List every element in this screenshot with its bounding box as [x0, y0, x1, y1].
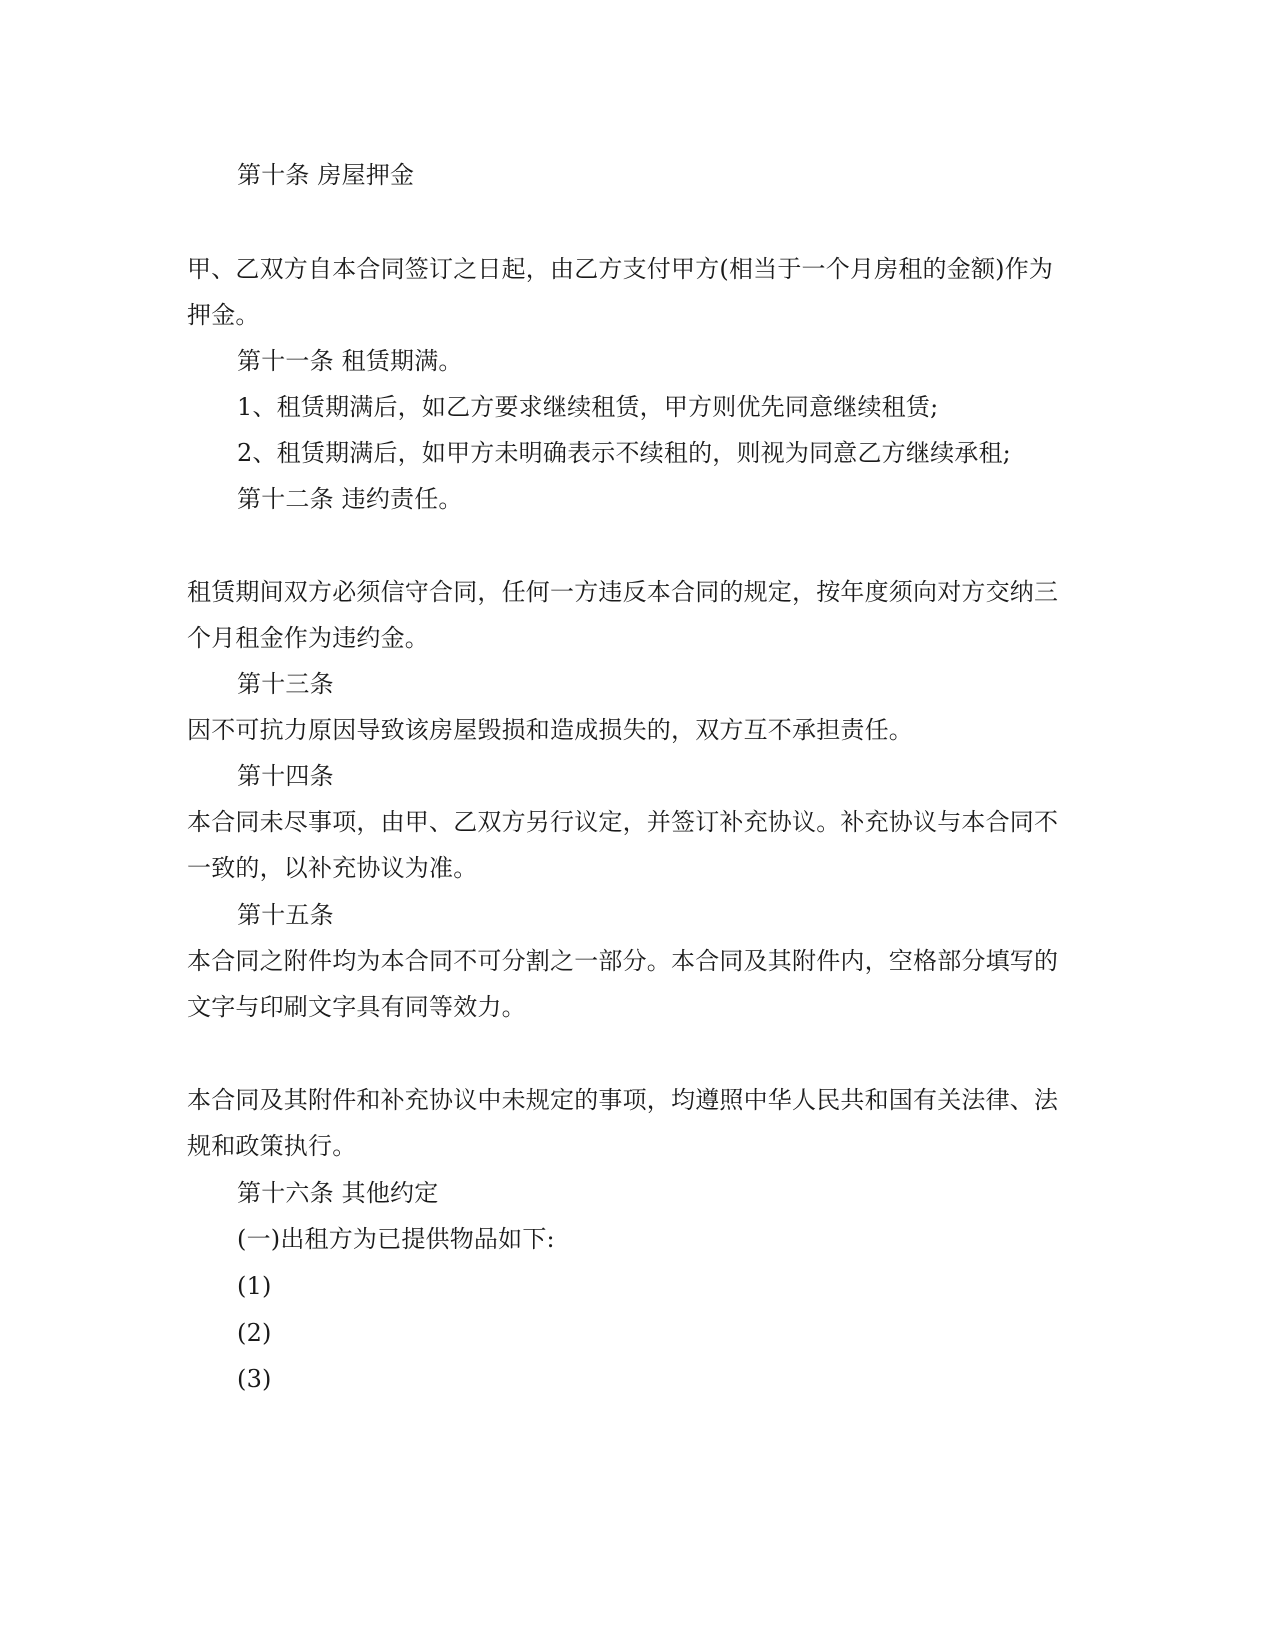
article-11-item-1: 1、租赁期满后，如乙方要求继续租赁，甲方则优先同意继续租赁; — [237, 393, 939, 421]
article-11-item-2: 2、租赁期满后，如甲方未明确表示不续租的，则视为同意乙方继续承租; — [237, 439, 1011, 467]
article-12-body-line-2: 个月租金作为违约金。 — [187, 624, 429, 652]
article-16-item-2: (2) — [237, 1319, 272, 1347]
governing-law-line-1: 本合同及其附件和补充协议中未规定的事项，均遵照中华人民共和国有关法律、法 — [187, 1086, 1059, 1114]
article-12-heading: 第十二条 违约责任。 — [237, 485, 463, 513]
article-11-heading: 第十一条 租赁期满。 — [237, 347, 463, 375]
article-16-subsection-1: (一)出租方为已提供物品如下: — [237, 1225, 555, 1253]
article-13-body: 因不可抗力原因导致该房屋毁损和造成损失的，双方互不承担责任。 — [187, 716, 913, 744]
article-15-body-line-2: 文字与印刷文字具有同等效力。 — [187, 993, 526, 1021]
article-14-heading: 第十四条 — [237, 762, 334, 790]
article-16-heading: 第十六条 其他约定 — [237, 1179, 439, 1207]
article-10-heading: 第十条 房屋押金 — [237, 161, 415, 189]
article-13-heading: 第十三条 — [237, 670, 334, 698]
article-16-item-3: (3) — [237, 1365, 272, 1393]
article-15-heading: 第十五条 — [237, 901, 334, 929]
governing-law-line-2: 规和政策执行。 — [187, 1132, 357, 1160]
article-12-body-line-1: 租赁期间双方必须信守合同，任何一方违反本合同的规定，按年度须向对方交纳三 — [187, 578, 1059, 606]
article-14-body-line-2: 一致的，以补充协议为准。 — [187, 854, 478, 882]
article-10-body-line-2: 押金。 — [187, 301, 260, 329]
article-10-body-line-1: 甲、乙双方自本合同签订之日起，由乙方支付甲方(相当于一个月房租的金额)作为 — [187, 255, 1054, 283]
article-15-body-line-1: 本合同之附件均为本合同不可分割之一部分。本合同及其附件内，空格部分填写的 — [187, 947, 1059, 975]
article-16-item-1: (1) — [237, 1272, 272, 1300]
article-14-body-line-1: 本合同未尽事项，由甲、乙双方另行议定，并签订补充协议。补充协议与本合同不 — [187, 808, 1059, 836]
